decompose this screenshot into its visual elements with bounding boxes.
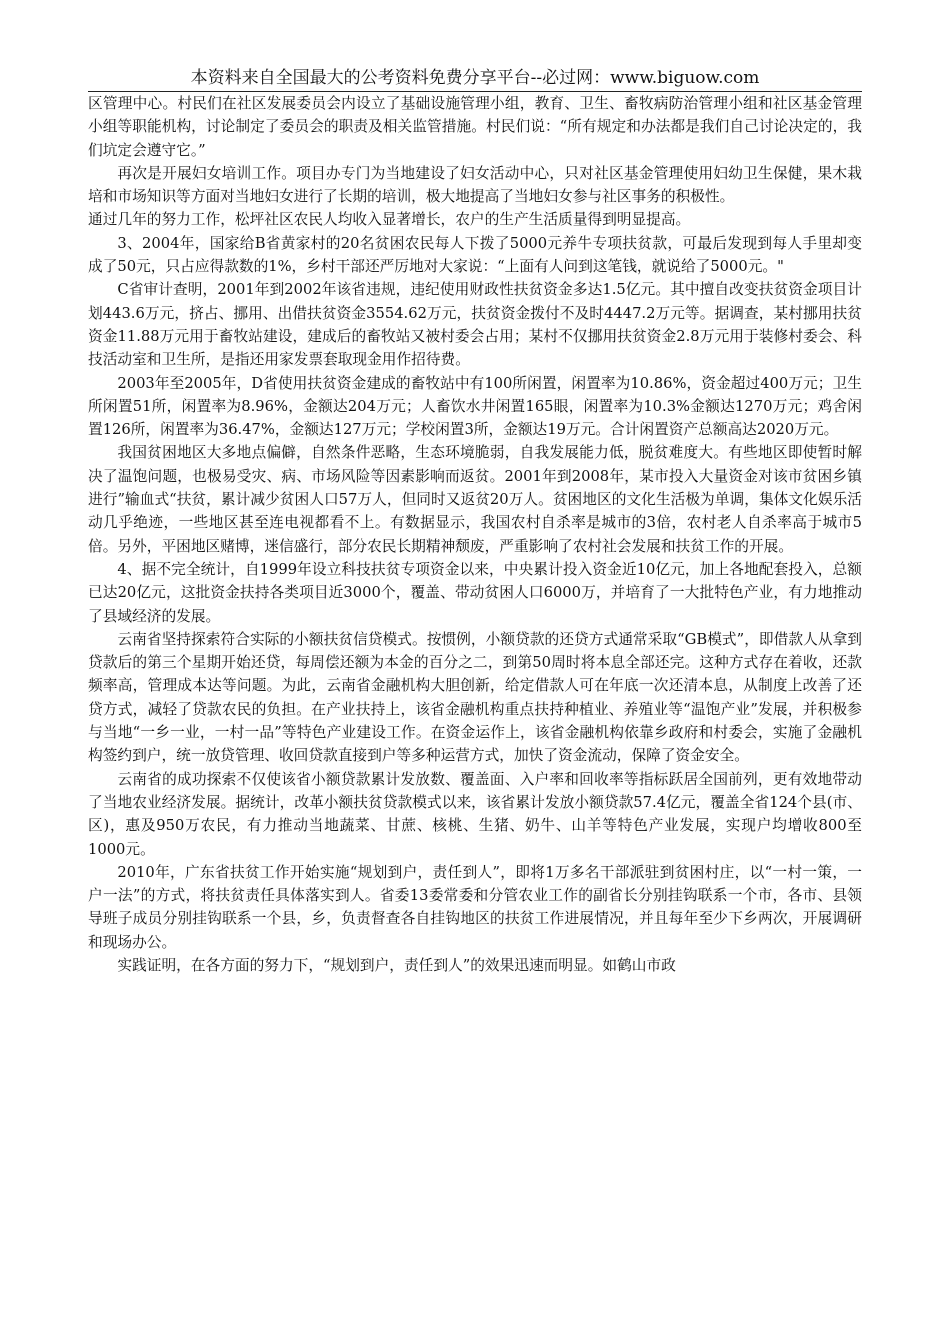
document-body (88, 92, 862, 977)
paragraph-9: 云南省坚持探索符合实际的小额扶贫信贷模式。按惯例，小额贷款的还贷方式通常采取“GB模式”，即借款人从拿到贷款后的第三个星期开始还贷，每周偿还额为本金的百分之二，到第50周时将本息全部还完。这种方式存在着收，还款频率高，管理成本达等问题。为此，云南省金融机构大胆创新，给定借款人可在年底一次还清本息，从制度上改善了还贷方式，减轻了贷款农民的负担。在产业扶持上，该省金融机构重点扶持种植业、养殖业等“温饱产业”发展，并积极参与当地“一乡一业，一村一品”等特色产业建设工作。在资金运作上，该省金融机构依靠乡政府和村委会，实施了金融机构签约到户，统一放贷管理、收回贷款直接到户等多种运营方式，加快了资金流动，保障了资金安全。 (88, 630, 862, 765)
paragraph-3: 通过几年的努力工作，松坪社区农民人均收入显著增长，农户的生产生活质量得到明显提高。 (88, 211, 691, 229)
paragraph-4: 3、2004年，国家给B省黄家村的20名贫困农民每人下拨了5000元养牛专项扶贫款，可最后发现到每人手里却变成了50元，只占应得款数的1%，乡村干部还严厉地对大家说：“上面有人问到这笔钱，就说给了5000元。" (88, 234, 862, 276)
paragraph-11: 2010年，广东省扶贫工作开始实施“规划到户，责任到人”，即将1万多名干部派驻到贫困村庄，以“一村一策，一户一法”的方式，将扶贫责任具体落实到人。省委13委常委和分管农业工作的副省长分别挂钩联系一个市，各市、县领导班子成员分别挂钩联系一个县，乡，负责督查各自挂钩地区的扶贫工作进展情况，并且每年至少下乡两次，开展调研和现场办公。 (88, 863, 862, 951)
paragraph-2: 再次是开展妇女培训工作。项目办专门为当地建设了妇女活动中心，只对社区基金管理使用妇幼卫生保健，果木栽培和市场知识等方面对当地妇女进行了长期的培训，极大地提高了当地妇女参与社区事务的积极性。 (88, 164, 862, 206)
paragraph-7: 我国贫困地区大多地点偏僻，自然条件恶略，生态环境脆弱，自我发展能力低，脱贫难度大。有些地区即使暂时解决了温饱问题，也极易受灾、病、市场风险等因素影响而返贫。2001年到2008年，某市投入大量资金对该市贫困乡镇进行”输血式“扶贫，累计减少贫困人口57万人，但同时又返贫20万人。贫困地区的文化生活极为单调，集体文化娱乐活动几乎绝迹，一些地区甚至连电视都看不上。有数据显示，我国农村自杀率是城市的3倍，农村老人自杀率高于城市5倍。另外，平困地区赌博，迷信盛行，部分农民长期精神颓废，严重影响了农村社会发展和扶贫工作的开展。 (88, 444, 862, 555)
paragraph-8: 4、据不完全统计，自1999年设立科技扶贫专项资金以来，中央累计投入资金近10亿元，加上各地配套投入，总额已达20亿元，这批资金扶持各类项目近3000个，覆盖、带动贫困人口6000万，并培育了一大批特色产业，有力地推动了县域经济的发展。 (88, 560, 862, 625)
paragraph-1: 区管理中心。村民们在社区发展委员会内设立了基础设施管理小组，教育、卫生、畜牧病防治管理小组和社区基金管理小组等职能机构，讨论制定了委员会的职责及相关监管措施。村民们说：“所有规定和办法都是我们自己讨论决定的，我们坑定会遵守它。” (88, 95, 862, 159)
paragraph-6: 2003年至2005年，D省使用扶贫资金建成的畜牧站中有100所闲置，闲置率为10.86%，资金超过400万元；卫生所闲置51所，闲置率为8.96%，金额达204万元；人畜饮水井闲置165眼，闲置率为10.3%金额达1270万元；鸡舍闲置126所，闲置率为36.47%，金额达127万元；学校闲置3所，金额达19万元。合计闲置资产总额高达2020万元。 (88, 374, 862, 439)
paragraph-5: C省审计查明，2001年到2002年该省违规，违纪使用财政性扶贫资金多达1.5亿元。其中擅自改变扶贫资金项目计划443.6万元，挤占、挪用、出借扶贫资金3554.62万元，扶贫资金拨付不及时4447.2万元等。据调查，某村挪用扶贫资金11.88万元用于畜牧站建设，建成后的畜牧站又被村委会占用；某村不仅挪用扶贫资金2.8万元用于装修村委会、科技活动室和卫生所，是指还用家发票套取现金用作招待费。 (88, 281, 862, 369)
page-header: 本资料来自全国最大的公考资料免费分享平台--必过网：www.biguow.com (88, 66, 862, 92)
paragraph-12: 实践证明，在各方面的努力下，“规划到户，责任到人”的效果迅速而明显。如鹤山市政 (117, 956, 676, 974)
paragraph-10: 云南省的成功探索不仅使该省小额贷款累计发放数、覆盖面、入户率和回收率等指标跃居全国前列，更有效地带动了当地农业经济发展。据统计，改革小额扶贫贷款模式以来，该省累计发放小额贷款57.4亿元，覆盖全省124个县(市、区)，惠及950万农民，有力推动当地蔬菜、甘蔗、核桃、生猪、奶牛、山羊等特色产业发展，实现户均增收800至1000元。 (88, 770, 862, 858)
